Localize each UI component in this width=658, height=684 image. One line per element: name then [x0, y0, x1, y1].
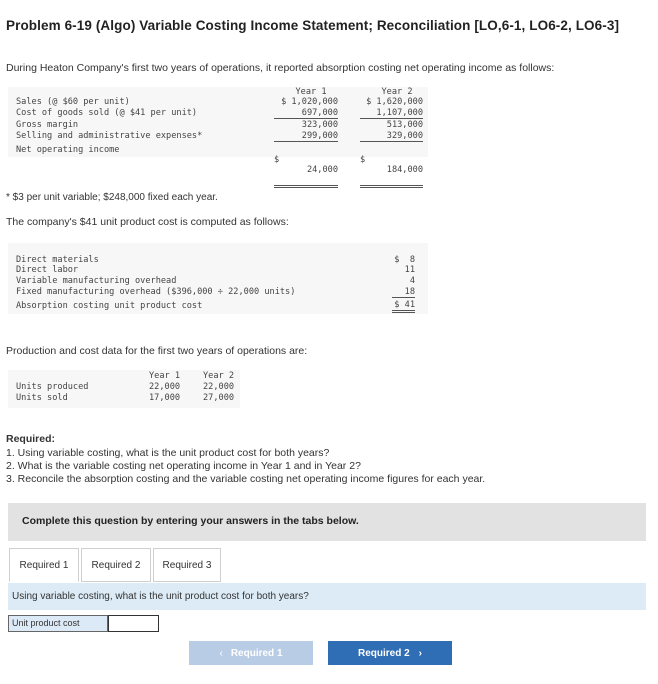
- cost-total: $ 41: [392, 300, 415, 313]
- total-value: 24,000: [306, 165, 338, 175]
- row-label: Cost of goods sold (@ $41 per unit): [16, 108, 198, 118]
- row-label: Gross margin: [16, 120, 79, 130]
- cost-label: Direct labor: [16, 265, 79, 275]
- chevron-right-icon: ›: [418, 647, 423, 659]
- prod-label: Units sold: [16, 393, 68, 403]
- required-item: 2. What is the variable costing net operating income in Year 1 and in Year 2?: [6, 460, 361, 472]
- year2-header: Year 2: [381, 87, 413, 97]
- tab-required-1[interactable]: Required 1: [9, 548, 79, 582]
- cost-label: Variable manufacturing overhead: [16, 276, 177, 286]
- tab-required-2[interactable]: Required 2: [81, 548, 151, 582]
- production-intro: Production and cost data for the first two years of operations are:: [6, 345, 308, 357]
- row-value-y1: $ 1,020,000: [281, 97, 338, 107]
- cost-label: Absorption costing unit product cost: [16, 301, 203, 311]
- required-item: 1. Using variable costing, what is the unit product cost for both years?: [6, 447, 330, 459]
- chevron-left-icon: ‹: [219, 647, 223, 659]
- unit-cost-table: [8, 243, 428, 314]
- production-table: [8, 370, 240, 408]
- row-value-y1-total: [274, 145, 338, 188]
- tab-required-3[interactable]: Required 3: [153, 548, 221, 582]
- cost-value: 11: [404, 265, 415, 275]
- year2-header: Year 2: [203, 371, 235, 381]
- answer-label: Unit product cost: [8, 615, 108, 632]
- prev-button[interactable]: [189, 641, 313, 665]
- row-label: Net operating income: [16, 145, 120, 155]
- row-value-y1: 697,000: [274, 108, 338, 119]
- cost-label: Fixed manufacturing overhead ($396,000 ÷ 22,000 units): [16, 287, 296, 297]
- footnote: * $3 per unit variable; $248,000 fixed each year.: [6, 192, 218, 203]
- total-value: 184,000: [386, 165, 423, 175]
- banner-text: Complete this question by entering your answers in the tabs below.: [22, 515, 359, 527]
- prod-value-y1: 17,000: [149, 393, 181, 403]
- unit-product-cost-input[interactable]: [108, 615, 159, 632]
- prod-label: Units produced: [16, 382, 89, 392]
- row-value-y1: 323,000: [301, 120, 338, 130]
- dollar-sign: $: [274, 155, 280, 165]
- year1-header: Year 1: [149, 371, 181, 381]
- row-value-y2: $ 1,620,000: [366, 97, 423, 107]
- question-text: Using variable costing, what is the unit product cost for both years?: [12, 591, 309, 602]
- question-panel: [8, 583, 646, 610]
- required-heading: Required:: [6, 433, 56, 445]
- row-label: Selling and administrative expenses*: [16, 131, 203, 141]
- next-button-label: Required 2: [357, 647, 410, 659]
- cost-value: 4: [409, 276, 415, 286]
- year1-header: Year 1: [295, 87, 327, 97]
- page-title: Problem 6-19 (Algo) Variable Costing Income Statement; Reconciliation [LO,6-1, LO6-2, LO6-3]: [6, 18, 620, 33]
- cost-label: Direct materials: [16, 255, 99, 265]
- row-value-y2: 513,000: [386, 120, 423, 130]
- unit-cost-intro: The company's $41 unit product cost is computed as follows:: [6, 216, 289, 228]
- intro-text: During Heaton Company's first two years of operations, it reported absorption costing net operating income as follows:: [6, 62, 555, 74]
- prod-value-y1: 22,000: [149, 382, 181, 392]
- row-value-y2: 1,107,000: [360, 108, 423, 119]
- instruction-banner: [8, 503, 646, 541]
- prod-value-y2: 22,000: [203, 382, 235, 392]
- row-value-y2-total: [360, 145, 423, 188]
- required-item: 3. Reconcile the absorption costing and the variable costing net operating income figures for each year.: [6, 473, 486, 485]
- next-button[interactable]: [328, 641, 452, 665]
- income-statement-table: [8, 87, 428, 175]
- cost-value: 18: [392, 287, 415, 298]
- cost-value: $ 8: [394, 255, 415, 265]
- row-value-y1: 299,000: [274, 131, 338, 142]
- row-value-y2: 329,000: [360, 131, 423, 142]
- prod-value-y2: 27,000: [203, 393, 235, 403]
- row-label: Sales (@ $60 per unit): [16, 97, 130, 107]
- prev-button-label: Required 1: [230, 647, 283, 659]
- dollar-sign: $: [360, 155, 366, 165]
